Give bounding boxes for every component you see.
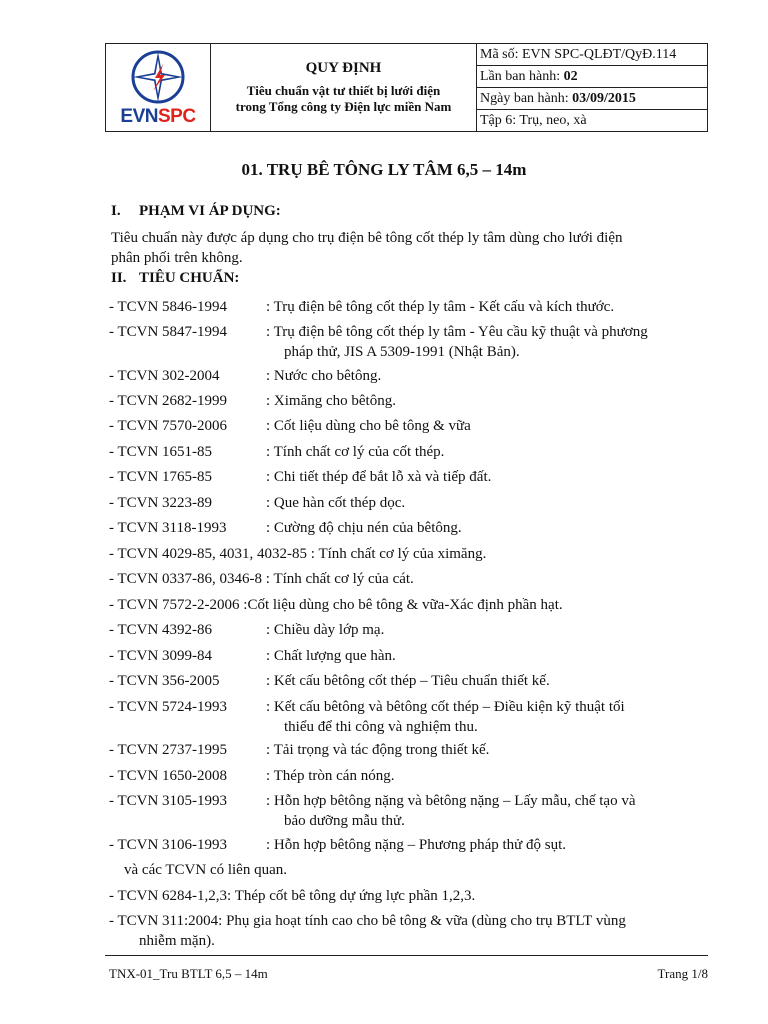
- footer-divider: [105, 955, 708, 956]
- standard-item: - TCVN 7572-2-2006 :Cốt liệu dùng cho bê tông & vữa-Xác định phần hạt.: [109, 597, 563, 613]
- logo-evn-text: EVN: [120, 105, 158, 127]
- info-issue-date: Ngày ban hành: 03/09/2015: [477, 88, 708, 110]
- header-table: [105, 43, 708, 132]
- related-standards-note: và các TCVN có liên quan.: [124, 862, 288, 878]
- evn-star-icon: [129, 48, 187, 106]
- regulation-title: QUY ĐỊNH: [305, 60, 382, 76]
- evnspc-logo: [106, 44, 210, 131]
- footer-page-number: Trang 1/8: [657, 966, 708, 981]
- scope-paragraph: Tiêu chuẩn này được áp dụng cho trụ điện bê tông cốt thép ly tâm dùng cho lưới điện phân phối trên không.: [111, 230, 623, 266]
- regulation-subtitle-1: Tiêu chuẩn vật tư thiết bị lưới điện: [246, 83, 441, 98]
- standard-item: - TCVN 6284-1,2,3: Thép cốt bê tông dự ứng lực phần 1,2,3.: [109, 888, 476, 904]
- footer-document-name: TNX-01_Tru BTLT 6,5 – 14m: [109, 966, 268, 981]
- info-volume: Tập 6: Trụ, neo, xà: [477, 110, 708, 132]
- section-scope-heading: I. PHẠM VI ÁP DỤNG:: [111, 203, 281, 219]
- standard-item: - TCVN 4029-85, 4031, 4032-85 : Tính chất cơ lý của ximăng.: [109, 546, 487, 562]
- standard-item: - TCVN 311:2004: Phụ gia hoạt tính cao cho bê tông & vữa (dùng cho trụ BTLT vùng nhiễm mặn).: [109, 913, 626, 949]
- logo-spc-text: SPC: [158, 105, 196, 127]
- standard-item: - TCVN 0337-86, 0346-8 : Tính chất cơ lý của cát.: [109, 571, 414, 587]
- title-cell: [211, 44, 477, 132]
- section-standards-heading: II. TIÊU CHUẨN:: [111, 270, 240, 286]
- info-code: Mã số: EVN SPC-QLĐT/QyĐ.114: [477, 44, 708, 66]
- info-edition: Lần ban hành: 02: [477, 66, 708, 88]
- logo-cell: [106, 44, 211, 132]
- regulation-subtitle-2: trong Tổng công ty Điện lực miền Nam: [235, 99, 452, 114]
- document-title: 01. TRỤ BÊ TÔNG LY TÂM 6,5 – 14m: [241, 160, 527, 179]
